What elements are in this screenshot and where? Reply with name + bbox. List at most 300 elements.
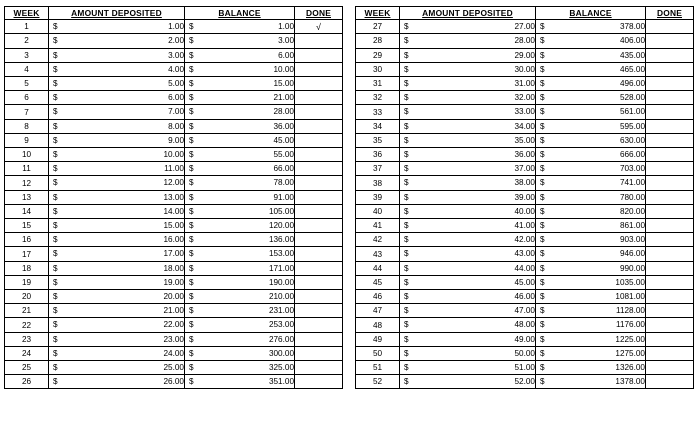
cell-done-checkbox[interactable] <box>646 34 694 48</box>
amount-value: 20.00 <box>163 292 184 302</box>
amount-value: 37.00 <box>514 164 535 174</box>
amount-value: 5.00 <box>168 79 184 88</box>
amount-value: 25.00 <box>163 363 184 373</box>
table-row <box>5 290 343 304</box>
amount-value: 10.00 <box>163 150 184 160</box>
cell-balance <box>536 148 646 162</box>
table-row <box>5 361 343 375</box>
table-row <box>356 346 694 360</box>
cell-done-checkbox[interactable] <box>295 375 343 389</box>
cell-done-checkbox[interactable] <box>295 361 343 375</box>
cell-amount-deposited <box>49 176 185 190</box>
cell-week: 48 <box>356 318 400 332</box>
cell-balance <box>536 332 646 346</box>
table-row <box>5 275 343 289</box>
column-header-week: WEEK <box>5 7 49 20</box>
cell-done-checkbox[interactable] <box>646 20 694 34</box>
currency-symbol: $ <box>404 277 409 287</box>
cell-done-checkbox[interactable] <box>295 290 343 304</box>
amount-value: 17.00 <box>163 249 184 259</box>
cell-week: 31 <box>356 77 400 91</box>
cell-done-checkbox[interactable] <box>295 304 343 318</box>
currency-symbol: $ <box>540 377 545 387</box>
cell-balance <box>536 133 646 147</box>
cell-done-checkbox[interactable] <box>646 233 694 247</box>
currency-symbol: $ <box>189 64 194 74</box>
balance-value: 15.00 <box>273 79 294 88</box>
cell-done-checkbox[interactable] <box>646 62 694 76</box>
cell-balance <box>185 133 295 147</box>
cell-week: 26 <box>5 375 49 389</box>
header-row <box>5 7 343 20</box>
balance-value: 990.00 <box>619 263 645 273</box>
balance-value: 595.00 <box>619 121 645 131</box>
currency-symbol: $ <box>53 221 58 231</box>
cell-week: 30 <box>356 62 400 76</box>
balance-value: 325.00 <box>268 363 294 373</box>
cell-done-checkbox[interactable] <box>646 375 694 389</box>
balance-value: 55.00 <box>273 150 294 160</box>
currency-symbol: $ <box>53 348 58 358</box>
cell-done-checkbox[interactable] <box>295 62 343 76</box>
column-header-done: DONE <box>646 7 694 20</box>
currency-symbol: $ <box>53 22 58 32</box>
currency-symbol: $ <box>189 263 194 273</box>
cell-done-checkbox[interactable] <box>646 361 694 375</box>
cell-balance <box>536 20 646 34</box>
currency-symbol: $ <box>404 150 409 160</box>
currency-symbol: $ <box>404 93 409 103</box>
currency-symbol: $ <box>540 348 545 358</box>
currency-symbol: $ <box>540 292 545 302</box>
cell-amount-deposited <box>49 318 185 332</box>
cell-week: 10 <box>5 148 49 162</box>
balance-value: 153.00 <box>268 249 294 259</box>
cell-done-checkbox[interactable] <box>646 204 694 218</box>
balance-value: 351.00 <box>268 377 294 387</box>
cell-week: 49 <box>356 332 400 346</box>
cell-amount-deposited <box>400 62 536 76</box>
table-row <box>5 133 343 147</box>
currency-symbol: $ <box>404 263 409 273</box>
cell-balance <box>536 190 646 204</box>
amount-value: 42.00 <box>514 235 535 245</box>
table-row <box>5 77 343 91</box>
cell-balance <box>536 275 646 289</box>
cell-done-checkbox[interactable] <box>646 346 694 360</box>
table-row <box>5 219 343 233</box>
cell-balance <box>185 290 295 304</box>
currency-symbol: $ <box>53 249 58 259</box>
currency-symbol: $ <box>540 263 545 273</box>
cell-balance <box>185 20 295 34</box>
cell-done-checkbox[interactable] <box>646 318 694 332</box>
table-row <box>5 346 343 360</box>
table-row <box>5 20 343 34</box>
cell-balance <box>185 48 295 62</box>
amount-value: 39.00 <box>514 192 535 202</box>
currency-symbol: $ <box>540 121 545 131</box>
currency-symbol: $ <box>404 363 409 373</box>
cell-week: 19 <box>5 275 49 289</box>
cell-done-checkbox[interactable] <box>646 91 694 105</box>
cell-done-checkbox[interactable] <box>295 162 343 176</box>
cell-amount-deposited <box>400 176 536 190</box>
cell-amount-deposited <box>49 91 185 105</box>
currency-symbol: $ <box>189 206 194 216</box>
balance-value: 136.00 <box>268 235 294 245</box>
balance-value: 91.00 <box>273 192 294 202</box>
balance-value: 28.00 <box>273 107 294 117</box>
currency-symbol: $ <box>53 121 58 131</box>
amount-value: 38.00 <box>514 178 535 188</box>
cell-balance <box>536 105 646 119</box>
currency-symbol: $ <box>404 22 409 32</box>
cell-done-checkbox[interactable] <box>295 247 343 261</box>
cell-week: 40 <box>356 204 400 218</box>
currency-symbol: $ <box>404 221 409 231</box>
cell-week: 14 <box>5 204 49 218</box>
cell-balance <box>536 119 646 133</box>
balance-value: 3.00 <box>278 36 294 46</box>
cell-done-checkbox[interactable] <box>295 119 343 133</box>
cell-amount-deposited <box>49 190 185 204</box>
balance-value: 253.00 <box>268 320 294 330</box>
cell-week: 15 <box>5 219 49 233</box>
cell-amount-deposited <box>49 20 185 34</box>
cell-amount-deposited <box>49 290 185 304</box>
cell-week: 44 <box>356 261 400 275</box>
currency-symbol: $ <box>53 178 58 188</box>
cell-amount-deposited <box>400 332 536 346</box>
currency-symbol: $ <box>53 50 58 60</box>
balance-value: 190.00 <box>268 277 294 287</box>
cell-done-checkbox[interactable] <box>646 119 694 133</box>
cell-balance <box>536 34 646 48</box>
cell-amount-deposited <box>49 119 185 133</box>
table-row <box>356 34 694 48</box>
table-row <box>5 34 343 48</box>
amount-value: 50.00 <box>514 348 535 358</box>
cell-week: 2 <box>5 34 49 48</box>
cell-balance <box>536 162 646 176</box>
cell-done-checkbox[interactable] <box>646 133 694 147</box>
cell-done-checkbox[interactable] <box>646 332 694 346</box>
amount-value: 2.00 <box>168 36 184 46</box>
currency-symbol: $ <box>404 377 409 387</box>
cell-done-checkbox[interactable] <box>646 77 694 91</box>
cell-week: 43 <box>356 247 400 261</box>
amount-value: 1.00 <box>168 22 184 32</box>
currency-symbol: $ <box>189 121 194 131</box>
table-body-left <box>5 20 343 389</box>
amount-value: 26.00 <box>163 377 184 387</box>
cell-done-checkbox[interactable] <box>646 105 694 119</box>
currency-symbol: $ <box>404 79 409 88</box>
cell-balance <box>536 48 646 62</box>
balance-value: 231.00 <box>268 306 294 316</box>
cell-done-checkbox[interactable] <box>295 261 343 275</box>
amount-value: 7.00 <box>168 107 184 117</box>
amount-value: 52.00 <box>514 377 535 387</box>
cell-done-checkbox[interactable] <box>295 204 343 218</box>
cell-balance <box>185 247 295 261</box>
balance-value: 1378.00 <box>615 377 645 387</box>
balance-value: 36.00 <box>273 121 294 131</box>
cell-done-checkbox[interactable] <box>646 290 694 304</box>
weeks-27-52-panel <box>355 6 694 389</box>
amount-value: 34.00 <box>514 121 535 131</box>
cell-amount-deposited <box>400 204 536 218</box>
amount-value: 8.00 <box>168 121 184 131</box>
cell-done-checkbox[interactable] <box>295 318 343 332</box>
currency-symbol: $ <box>540 178 545 188</box>
balance-value: 903.00 <box>619 235 645 245</box>
cell-balance <box>185 176 295 190</box>
amount-value: 47.00 <box>514 306 535 316</box>
cell-balance <box>185 375 295 389</box>
cell-done-checkbox[interactable] <box>295 133 343 147</box>
amount-value: 19.00 <box>163 277 184 287</box>
cell-balance <box>185 148 295 162</box>
cell-amount-deposited <box>49 375 185 389</box>
currency-symbol: $ <box>189 135 194 145</box>
balance-value: 1128.00 <box>616 306 645 316</box>
table-row <box>5 105 343 119</box>
currency-symbol: $ <box>53 107 58 117</box>
balance-value: 105.00 <box>268 206 294 216</box>
cell-balance <box>536 346 646 360</box>
table-row <box>5 233 343 247</box>
cell-balance <box>185 233 295 247</box>
table-row <box>5 318 343 332</box>
cell-done-checkbox[interactable] <box>646 48 694 62</box>
amount-value: 13.00 <box>163 192 184 202</box>
table-row <box>356 91 694 105</box>
cell-amount-deposited <box>49 48 185 62</box>
table-row <box>356 261 694 275</box>
cell-done-checkbox[interactable]: √ <box>295 20 343 34</box>
balance-value: 1275.00 <box>615 348 645 358</box>
currency-symbol: $ <box>189 235 194 245</box>
balance-value: 1176.00 <box>616 320 645 330</box>
currency-symbol: $ <box>53 36 58 46</box>
cell-week: 47 <box>356 304 400 318</box>
currency-symbol: $ <box>53 263 58 273</box>
cell-balance <box>536 219 646 233</box>
currency-symbol: $ <box>404 164 409 174</box>
currency-symbol: $ <box>53 334 58 344</box>
currency-symbol: $ <box>404 348 409 358</box>
amount-value: 48.00 <box>514 320 535 330</box>
amount-value: 9.00 <box>168 135 184 145</box>
cell-week: 46 <box>356 290 400 304</box>
cell-amount-deposited <box>49 332 185 346</box>
amount-value: 29.00 <box>514 50 535 60</box>
cell-amount-deposited <box>49 247 185 261</box>
table-header-right <box>356 7 694 20</box>
cell-done-checkbox[interactable] <box>646 190 694 204</box>
amount-value: 4.00 <box>168 64 184 74</box>
currency-symbol: $ <box>53 164 58 174</box>
cell-week: 11 <box>5 162 49 176</box>
cell-week: 21 <box>5 304 49 318</box>
cell-done-checkbox[interactable] <box>646 261 694 275</box>
currency-symbol: $ <box>53 79 58 88</box>
currency-symbol: $ <box>53 135 58 145</box>
cell-done-checkbox[interactable] <box>295 148 343 162</box>
cell-balance <box>185 304 295 318</box>
cell-done-checkbox[interactable] <box>295 219 343 233</box>
balance-value: 1326.00 <box>615 363 645 373</box>
cell-amount-deposited <box>49 361 185 375</box>
table-row <box>356 233 694 247</box>
column-header-week: WEEK <box>356 7 400 20</box>
cell-done-checkbox[interactable] <box>295 346 343 360</box>
currency-symbol: $ <box>53 192 58 202</box>
table-row <box>356 219 694 233</box>
currency-symbol: $ <box>404 206 409 216</box>
cell-done-checkbox[interactable] <box>646 247 694 261</box>
currency-symbol: $ <box>540 164 545 174</box>
table-row <box>356 62 694 76</box>
amount-value: 15.00 <box>163 221 184 231</box>
currency-symbol: $ <box>404 334 409 344</box>
amount-value: 16.00 <box>163 235 184 245</box>
table-row <box>5 304 343 318</box>
cell-week: 28 <box>356 34 400 48</box>
table-row <box>5 48 343 62</box>
table-row <box>356 304 694 318</box>
cell-done-checkbox[interactable] <box>646 162 694 176</box>
cell-done-checkbox[interactable] <box>295 105 343 119</box>
balance-value: 276.00 <box>268 334 294 344</box>
cell-week: 52 <box>356 375 400 389</box>
currency-symbol: $ <box>189 79 194 88</box>
savings-table-right <box>355 6 694 389</box>
currency-symbol: $ <box>404 121 409 131</box>
cell-balance <box>185 275 295 289</box>
cell-amount-deposited <box>49 275 185 289</box>
savings-table-left <box>4 6 343 389</box>
currency-symbol: $ <box>404 306 409 316</box>
currency-symbol: $ <box>189 221 194 231</box>
cell-amount-deposited <box>400 190 536 204</box>
balance-value: 6.00 <box>278 50 294 60</box>
cell-amount-deposited <box>49 204 185 218</box>
currency-symbol: $ <box>53 306 58 316</box>
cell-done-checkbox[interactable] <box>646 304 694 318</box>
currency-symbol: $ <box>189 36 194 46</box>
cell-done-checkbox[interactable] <box>295 48 343 62</box>
amount-value: 51.00 <box>514 363 535 373</box>
column-header-done: DONE <box>295 7 343 20</box>
amount-value: 6.00 <box>168 93 184 103</box>
cell-amount-deposited <box>400 375 536 389</box>
cell-done-checkbox[interactable] <box>646 219 694 233</box>
cell-balance <box>185 332 295 346</box>
cell-amount-deposited <box>49 77 185 91</box>
table-row <box>5 375 343 389</box>
header-row <box>356 7 694 20</box>
cell-week: 3 <box>5 48 49 62</box>
amount-value: 30.00 <box>514 64 535 74</box>
cell-week: 22 <box>5 318 49 332</box>
cell-done-checkbox[interactable] <box>295 233 343 247</box>
table-body-right <box>356 20 694 389</box>
balance-value: 10.00 <box>273 64 294 74</box>
cell-done-checkbox[interactable] <box>295 77 343 91</box>
table-row <box>356 133 694 147</box>
currency-symbol: $ <box>189 192 194 202</box>
cell-balance <box>536 304 646 318</box>
cell-week: 12 <box>5 176 49 190</box>
table-row <box>356 275 694 289</box>
table-row <box>5 162 343 176</box>
balance-value: 496.00 <box>619 79 645 88</box>
cell-done-checkbox[interactable] <box>295 332 343 346</box>
currency-symbol: $ <box>404 320 409 330</box>
cell-balance <box>536 62 646 76</box>
cell-amount-deposited <box>49 105 185 119</box>
currency-symbol: $ <box>540 306 545 316</box>
amount-value: 21.00 <box>163 306 184 316</box>
cell-done-checkbox[interactable] <box>295 34 343 48</box>
cell-done-checkbox[interactable] <box>295 190 343 204</box>
balance-value: 465.00 <box>619 64 645 74</box>
cell-done-checkbox[interactable] <box>646 148 694 162</box>
currency-symbol: $ <box>540 192 545 202</box>
table-row <box>356 148 694 162</box>
balance-value: 528.00 <box>619 93 645 103</box>
column-header-balance: BALANCE <box>536 7 646 20</box>
cell-balance <box>185 190 295 204</box>
balance-value: 741.00 <box>619 178 645 188</box>
column-header-balance: BALANCE <box>185 7 295 20</box>
amount-value: 28.00 <box>514 36 535 46</box>
cell-balance <box>185 77 295 91</box>
cell-week: 8 <box>5 119 49 133</box>
balance-value: 406.00 <box>619 36 645 46</box>
cell-amount-deposited <box>400 290 536 304</box>
balance-value: 666.00 <box>619 150 645 160</box>
balance-value: 300.00 <box>268 348 294 358</box>
cell-done-checkbox[interactable] <box>295 91 343 105</box>
table-row <box>356 332 694 346</box>
cell-week: 1 <box>5 20 49 34</box>
cell-done-checkbox[interactable] <box>295 176 343 190</box>
cell-week: 13 <box>5 190 49 204</box>
balance-value: 703.00 <box>619 164 645 174</box>
currency-symbol: $ <box>53 320 58 330</box>
table-row <box>356 20 694 34</box>
amount-value: 12.00 <box>163 178 184 188</box>
cell-done-checkbox[interactable] <box>646 275 694 289</box>
cell-done-checkbox[interactable] <box>295 275 343 289</box>
currency-symbol: $ <box>189 363 194 373</box>
weeks-1-26-panel <box>4 6 343 389</box>
currency-symbol: $ <box>53 377 58 387</box>
amount-value: 46.00 <box>514 292 535 302</box>
currency-symbol: $ <box>404 64 409 74</box>
balance-value: 946.00 <box>619 249 645 259</box>
currency-symbol: $ <box>540 334 545 344</box>
cell-amount-deposited <box>49 162 185 176</box>
cell-done-checkbox[interactable] <box>646 176 694 190</box>
amount-value: 44.00 <box>514 263 535 273</box>
amount-value: 36.00 <box>514 150 535 160</box>
currency-symbol: $ <box>53 277 58 287</box>
